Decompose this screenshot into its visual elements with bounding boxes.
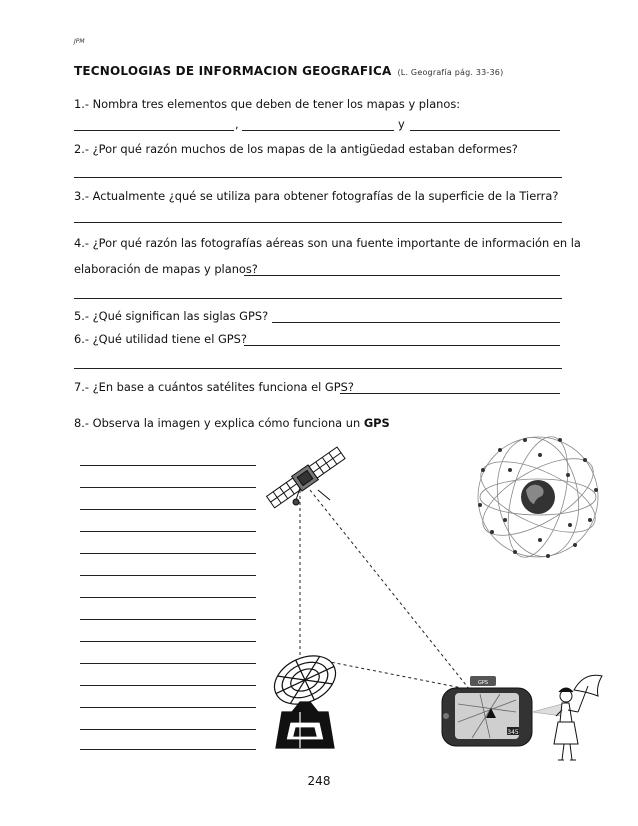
- signal-line-horizontal: [320, 660, 462, 688]
- title-text: TECNOLOGIAS DE INFORMACION GEOGRAFICA: [74, 64, 392, 78]
- q1-separator-comma: ,: [235, 117, 239, 131]
- question-7: 7.- ¿En base a cuántos satélites funciona el GPS?: [74, 380, 354, 394]
- woman-with-umbrella-icon: [554, 675, 602, 760]
- question-3: 3.- Actualmente ¿qué se utiliza para obtener fotografías de la superficie de la Tierra?: [74, 189, 559, 203]
- q8-bold-gps: GPS: [363, 416, 390, 430]
- satellite-dish-icon: [267, 647, 344, 748]
- q1-separator-y: y: [398, 117, 405, 131]
- question-5: 5.- ¿Qué significan las siglas GPS?: [74, 309, 269, 323]
- question-2: 2.- ¿Por qué razón muchos de los mapas de la antigüedad estaban deformes?: [74, 142, 518, 156]
- signal-line-diagonal: [310, 490, 470, 690]
- gps-device-number: 345: [507, 729, 519, 736]
- gps-device-label: GPS: [477, 680, 489, 686]
- page-number: 248: [307, 774, 331, 788]
- question-6: 6.- ¿Qué utilidad tiene el GPS?: [74, 332, 247, 346]
- q8-text: 8.- Observa la imagen y explica cómo funciona un: [74, 416, 361, 430]
- author-initials: JPM: [74, 38, 85, 45]
- satellite-icon: [265, 445, 346, 509]
- earth-orbit-icon: [471, 430, 605, 563]
- question-4-line-1: 4.- ¿Por qué razón las fotografías aéreas son una fuente importante de información en la: [74, 236, 581, 250]
- title-reference: (L. Geografía pág. 33-36): [397, 68, 504, 77]
- question-4-line-2: elaboración de mapas y planos?: [74, 262, 258, 276]
- question-1: 1.- Nombra tres elementos que deben de tener los mapas y planos:: [74, 97, 461, 111]
